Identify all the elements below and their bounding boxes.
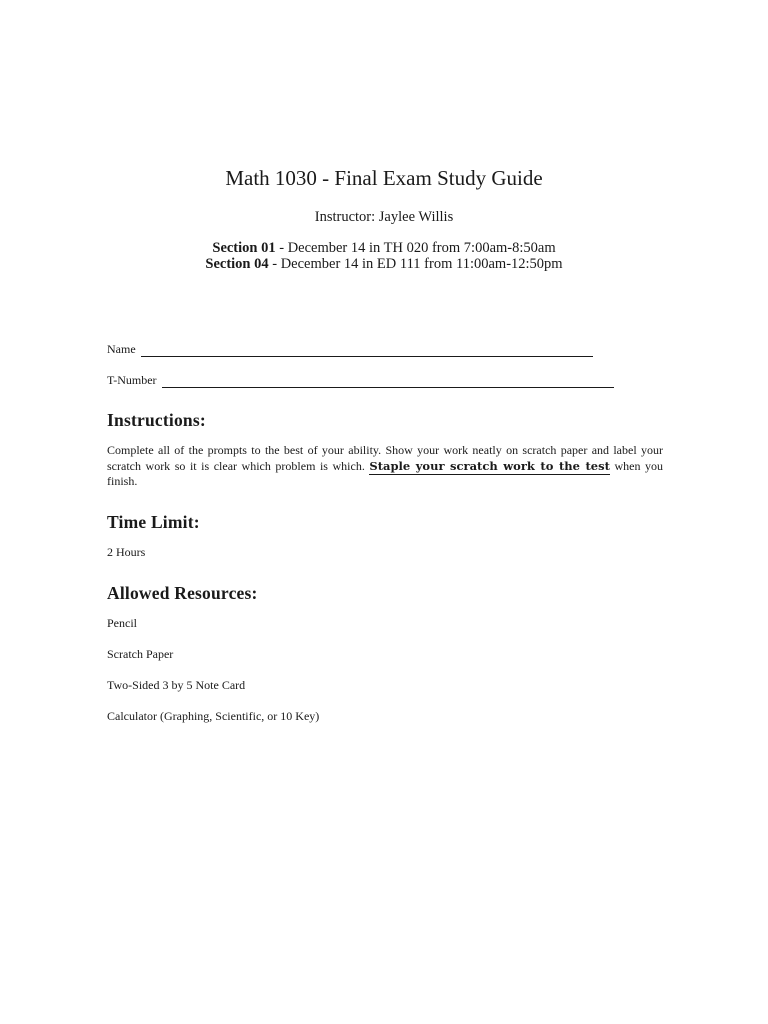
name-blank-line [141, 344, 593, 357]
tnumber-field [107, 373, 614, 388]
time-limit-heading: Time Limit: [107, 512, 200, 532]
name-field [107, 342, 593, 357]
section-04-detail: - December 14 in ED 111 from 11:00am-12:50pm [268, 256, 563, 272]
time-limit-value: 2 Hours [107, 545, 146, 559]
tnumber-blank-line [162, 375, 614, 388]
instructor-line: Instructor: Jaylee Willis [314, 209, 454, 225]
section-04-label: Section 04 [205, 256, 269, 272]
name-label: Name [107, 342, 136, 356]
section-01-line [0, 240, 768, 257]
resource-item: Two-Sided 3 by 5 Note Card [107, 678, 246, 692]
instructions-paragraph [107, 443, 663, 490]
document-title: Math 1030 - Final Exam Study Guide [225, 166, 543, 190]
instructions-text-after: when you finish. [107, 458, 663, 488]
section-01-label: Section 01 [212, 240, 276, 256]
section-01-detail: - December 14 in TH 020 from 7:00am-8:50am [275, 240, 556, 256]
section-04-line [0, 256, 768, 273]
tnumber-label: T-Number [107, 373, 157, 387]
resource-item: Calculator (Graphing, Scientific, or 10 Key) [107, 709, 320, 723]
allowed-resources-heading: Allowed Resources: [107, 583, 258, 603]
instructions-heading: Instructions: [107, 410, 206, 430]
resource-item: Pencil [107, 616, 137, 630]
instructions-text-before: Complete all of the prompts to the best of your ability. Show your work neatly on scratch paper and label your scratch work so it is clear which problem is which. [107, 443, 663, 473]
instructions-emphasis: Staple your scratch work to the test [369, 458, 610, 473]
resource-item: Scratch Paper [107, 647, 174, 661]
